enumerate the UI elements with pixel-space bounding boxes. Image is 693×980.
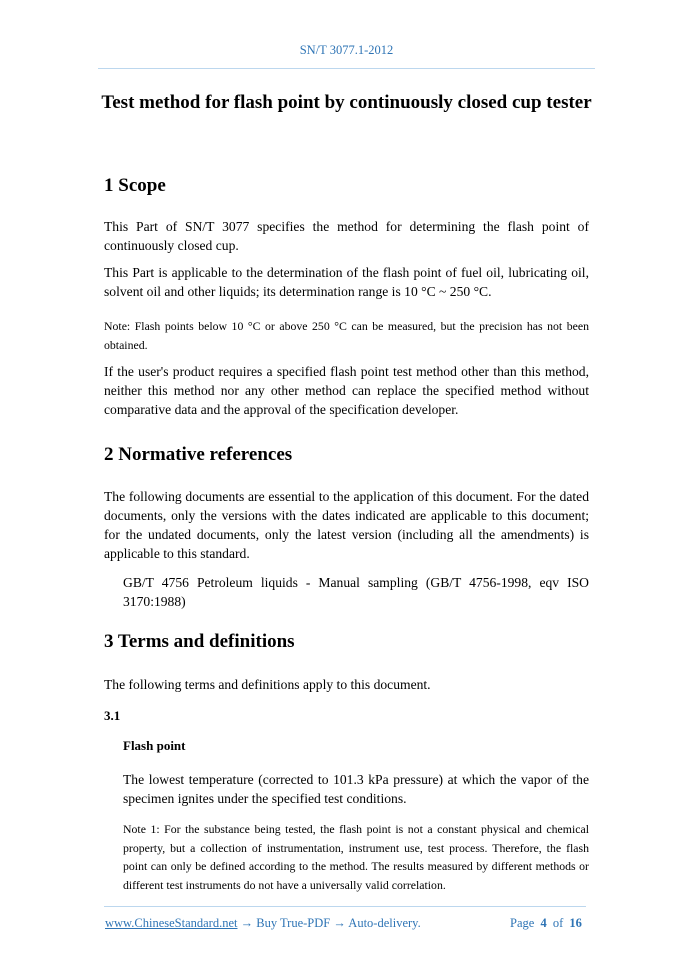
section-heading-normative-references: 2 Normative references xyxy=(104,444,293,465)
page-label: Page xyxy=(510,916,535,930)
page-number xyxy=(510,916,582,931)
current-page: 4 xyxy=(540,916,547,930)
paragraph: This Part of SN/T 3077 specifies the method for determining the flash point of continuously closed cup. xyxy=(104,219,589,253)
paragraph: The following terms and definitions apply to this document. xyxy=(104,677,431,692)
definition: The lowest temperature (corrected to 101.3 kPa pressure) at which the vapor of the specimen ignites under the specified test conditions. xyxy=(123,772,589,806)
website-link[interactable]: www.ChineseStandard.net xyxy=(105,916,238,930)
paragraph: The following documents are essential to the application of this document. For the dated documents, only the versions with the dates indicated are applicable to this document; for the undated documents, only the latest version (including all the amendments) is applicable to this standard. xyxy=(104,489,589,561)
footer-promo xyxy=(105,916,421,931)
page-title: Test method for flash point by continuously closed cup tester xyxy=(101,92,592,113)
section-heading-terms: 3 Terms and definitions xyxy=(104,631,295,652)
total-pages: 16 xyxy=(569,916,582,930)
section-heading-scope: 1 Scope xyxy=(104,175,166,196)
footer-divider xyxy=(104,906,586,907)
term-title: Flash point xyxy=(123,738,186,753)
promo-text: → Buy True-PDF → Auto-delivery. xyxy=(237,916,421,930)
note: Note 1: For the substance being tested, the flash point is not a constant physical and chemical property, but a collection of instrumentation, instrument use, test process. Therefore, the flash point can only be defined according to the method. The results measured by different methods or different test instruments do not have a universally valid correlation. xyxy=(123,822,589,892)
subsection-number: 3.1 xyxy=(104,708,121,723)
header-doc-code: SN/T 3077.1-2012 xyxy=(299,43,394,57)
reference-item: GB/T 4756 Petroleum liquids - Manual sampling (GB/T 4756-1998, eqv ISO 3170:1988) xyxy=(123,575,589,609)
paragraph: If the user's product requires a specified flash point test method other than this method, neither this method nor any other method can replace the specified method without comparative data and the approval of the specification developer. xyxy=(104,364,589,417)
of-label: of xyxy=(552,916,564,930)
note: Note: Flash points below 10 °C or above 250 °C can be measured, but the precision has not been obtained. xyxy=(104,319,589,352)
header-divider xyxy=(98,68,595,69)
paragraph: This Part is applicable to the determination of the flash point of fuel oil, lubricating oil, solvent oil and other liquids; its determination range is 10 °C ~ 250 °C. xyxy=(104,265,589,299)
